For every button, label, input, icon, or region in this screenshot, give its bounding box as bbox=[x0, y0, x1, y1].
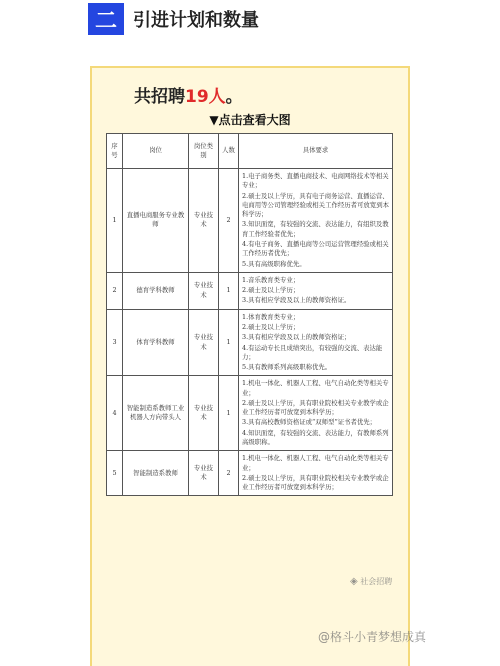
watermark-logo-text: 社会招聘 bbox=[360, 577, 393, 586]
row-requirements bbox=[239, 169, 393, 273]
row-position: 直播电商服务专业教师 bbox=[123, 169, 189, 273]
table-row bbox=[107, 309, 393, 376]
row-number: 3 bbox=[107, 309, 123, 376]
requirement-line: 4.有运动专长且成绩突出，有较强的交流、表达能力； bbox=[242, 343, 383, 361]
row-requirements bbox=[239, 451, 393, 496]
row-category: 专业技术 bbox=[189, 451, 219, 496]
requirement-line: 1.机电一体化、机器人工程、电气自动化类等相关专业； bbox=[242, 379, 389, 397]
watermark-logo-icon: ◈ bbox=[350, 576, 358, 587]
row-number: 5 bbox=[107, 451, 123, 496]
requirement-line: 3.知识面宽，有较强的交流、表达能力，有组织及教育工作经验者优先； bbox=[242, 220, 389, 238]
view-large-image-hint[interactable]: ▼点击查看大图 bbox=[209, 113, 291, 127]
row-requirements bbox=[239, 272, 393, 309]
row-count: 2 bbox=[219, 451, 239, 496]
requirement-line: 3.具有高校教师资格证或“双师型”证书者优先； bbox=[242, 418, 377, 427]
row-position: 智能制造系教师工业机器人方向带头人 bbox=[123, 376, 189, 451]
requirement-line: 1.音乐教育类专业； bbox=[242, 275, 300, 284]
row-category: 专业技术 bbox=[189, 376, 219, 451]
requirement-line: 1.机电一体化、机器人工程、电气自动化类等相关专业； bbox=[242, 454, 389, 472]
requirement-line: 4.知识面宽，有较强的交流、表达能力，有教师系列高级职称。 bbox=[242, 428, 389, 447]
recruit-headline bbox=[134, 82, 243, 107]
row-category: 专业技术 bbox=[189, 309, 219, 376]
table-row bbox=[107, 376, 393, 451]
requirement-line: 2.硕士及以上学历，具有电子商务运营、直播运营、电商用等公司管理经验或相关工作经历者可放宽到本科学历； bbox=[242, 191, 389, 219]
row-category: 专业技术 bbox=[189, 169, 219, 273]
headline-count: 19人 bbox=[185, 87, 226, 107]
row-count: 1 bbox=[219, 272, 239, 309]
requirement-line: 2.硕士及以上学历； bbox=[242, 322, 300, 331]
row-category: 专业技术 bbox=[189, 272, 219, 309]
header-count: 人数 bbox=[219, 134, 239, 169]
requirement-line: 2.硕士及以上学历； bbox=[242, 286, 300, 295]
row-position: 体育学科教师 bbox=[123, 309, 189, 376]
watermark-text: @格斗小青梦想成真 bbox=[318, 630, 427, 644]
requirement-line: 5.具有高级职称优先。 bbox=[242, 259, 306, 268]
table-header-row bbox=[107, 134, 393, 169]
row-requirements bbox=[239, 376, 393, 451]
requirement-line: 1.体育教育类专业； bbox=[242, 312, 300, 321]
table-body bbox=[107, 169, 393, 496]
requirement-line: 5.具有教师系列高级职称优先。 bbox=[242, 363, 332, 372]
requirement-line: 1.电子商务类、直播电商技术、电商网络技术等相关专业； bbox=[242, 172, 389, 190]
row-number: 2 bbox=[107, 272, 123, 309]
section-number-badge: 二 bbox=[88, 3, 124, 35]
recruitment-table-image[interactable] bbox=[106, 133, 392, 496]
row-count: 1 bbox=[219, 309, 239, 376]
table-row bbox=[107, 169, 393, 273]
row-number: 1 bbox=[107, 169, 123, 273]
recruitment-table bbox=[106, 133, 393, 496]
header-category: 岗位类别 bbox=[189, 134, 219, 169]
requirement-line: 3.具有相应学段及以上的教师资格证。 bbox=[242, 296, 351, 305]
headline-suffix: 。 bbox=[225, 87, 243, 107]
row-position: 德育学科教师 bbox=[123, 272, 189, 309]
requirement-line: 2.硕士及以上学历，具有职业院校相关专业教学或企业工作经历者可放宽到本科学历； bbox=[242, 398, 389, 417]
header-requirements: 具体要求 bbox=[239, 134, 393, 169]
row-count: 2 bbox=[219, 169, 239, 273]
requirement-line: 3.具有相应学段及以上的教师资格证； bbox=[242, 333, 351, 342]
row-position: 智能制造系教师 bbox=[123, 451, 189, 496]
header-no: 序号 bbox=[107, 134, 123, 169]
row-count: 1 bbox=[219, 376, 239, 451]
table-row bbox=[107, 272, 393, 309]
requirement-line: 2.硕士及以上学历，具有职业院校相关专业教学或企业工作经历者可放宽到本科学历； bbox=[242, 473, 389, 492]
header-position: 岗位 bbox=[123, 134, 189, 169]
row-requirements bbox=[239, 309, 393, 376]
requirement-line: 4.有电子商务、直播电商等公司运营管理经验或相关工作经历者优先； bbox=[242, 239, 389, 258]
watermark-logo bbox=[350, 576, 392, 587]
table-row bbox=[107, 451, 393, 496]
headline-prefix: 共招聘 bbox=[134, 87, 185, 107]
section-title: 引进计划和数量 bbox=[133, 10, 259, 31]
row-number: 4 bbox=[107, 376, 123, 451]
